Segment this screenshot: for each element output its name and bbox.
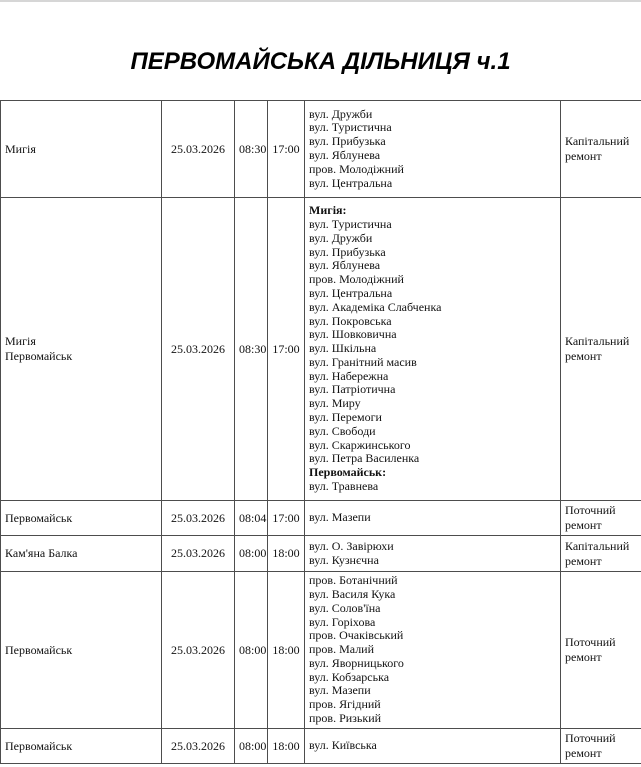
page-title: ПЕРВОМАЙСЬКА ДІЛЬНИЦЯ ч.1 xyxy=(130,48,511,75)
top-divider xyxy=(0,0,641,2)
street-line: пров. Молодіжний xyxy=(309,272,404,287)
date-cell: 25.03.2026 xyxy=(162,501,235,536)
settlement-header: Мигія: xyxy=(309,203,347,218)
start-time-cell: 08:00 xyxy=(235,729,268,764)
table-row xyxy=(1,501,641,536)
end-time-cell: 17:00 xyxy=(268,501,305,536)
end-time-cell: 17:00 xyxy=(268,101,305,198)
street-line: вул. Мазепи xyxy=(309,683,371,698)
location-line: Кам'яна Балка xyxy=(5,546,78,560)
outage-schedule-table xyxy=(0,100,641,764)
end-time-cell: 18:00 xyxy=(268,536,305,572)
settlement-header: Первомайськ: xyxy=(309,465,387,480)
table-row xyxy=(1,729,641,764)
table-row xyxy=(1,536,641,572)
street-line: пров. Молодіжний xyxy=(309,161,404,176)
location-line: Мигія xyxy=(5,334,36,348)
end-time-cell: 18:00 xyxy=(268,729,305,764)
street-line: вул. Набережна xyxy=(309,368,389,383)
table-body xyxy=(1,101,641,764)
street-line: вул. Скаржинського xyxy=(309,437,411,452)
location-cell xyxy=(1,572,162,729)
street-line: вул. Кузнєчна xyxy=(309,552,379,567)
location-line: Первомайськ xyxy=(5,349,73,363)
street-line: вул. Шкільна xyxy=(309,341,377,356)
repair-type-cell: Капітальний ремонт xyxy=(561,101,641,198)
streets-cell xyxy=(305,101,561,198)
street-line: вул. Солов'їна xyxy=(309,600,381,615)
streets-cell xyxy=(305,536,561,572)
streets-cell xyxy=(305,501,561,536)
street-line: вул. Мазепи xyxy=(309,510,371,525)
street-line: вул. Туристична xyxy=(309,216,392,231)
street-line: вул. Яворницького xyxy=(309,655,404,670)
repair-type-cell: Капітальний ремонт xyxy=(561,198,641,501)
location-cell xyxy=(1,501,162,536)
date-cell: 25.03.2026 xyxy=(162,536,235,572)
date-cell: 25.03.2026 xyxy=(162,101,235,198)
start-time-cell: 08:00 xyxy=(235,536,268,572)
street-line: вул. О. Завірюхи xyxy=(309,538,394,553)
street-line: вул. Петра Василенка xyxy=(309,451,420,466)
street-line: вул. Гранітний масив xyxy=(309,354,417,369)
street-line: вул. Шовковична xyxy=(309,327,397,342)
start-time-cell: 08:30 xyxy=(235,198,268,501)
streets-cell xyxy=(305,198,561,501)
location-cell xyxy=(1,536,162,572)
table-row xyxy=(1,572,641,729)
street-line: пров. Малий xyxy=(309,642,375,657)
street-line: вул. Травнева xyxy=(309,479,379,494)
street-line: пров. Ботанічний xyxy=(309,573,398,588)
street-line: вул. Дружби xyxy=(309,230,373,245)
start-time-cell: 08:00 xyxy=(235,572,268,729)
street-line: вул. Василя Кука xyxy=(309,586,396,601)
street-line: вул. Яблунева xyxy=(309,258,381,273)
street-line: пров. Ягідний xyxy=(309,697,381,712)
end-time-cell: 18:00 xyxy=(268,572,305,729)
repair-type-cell: Капітальний ремонт xyxy=(561,536,641,572)
location-cell xyxy=(1,729,162,764)
street-line: вул. Перемоги xyxy=(309,410,382,425)
street-line: вул. Миру xyxy=(309,396,361,411)
street-line: вул. Горіхова xyxy=(309,614,376,629)
street-line: вул. Кобзарська xyxy=(309,669,390,684)
street-line: вул. Яблунева xyxy=(309,148,381,162)
location-cell xyxy=(1,101,162,198)
street-line: вул. Патріотична xyxy=(309,382,396,397)
location-line: Мигія xyxy=(5,141,36,156)
end-time-cell: 17:00 xyxy=(268,198,305,501)
repair-type-cell: Поточний ремонт xyxy=(561,572,641,729)
location-line: Первомайськ xyxy=(5,510,73,525)
street-line: вул. Академіка Слабченка xyxy=(309,299,442,314)
street-line: вул. Покровська xyxy=(309,313,392,328)
location-line: Первомайськ xyxy=(5,642,73,657)
location-line: Первомайськ xyxy=(5,738,73,753)
streets-cell xyxy=(305,572,561,729)
repair-type-cell: Поточний ремонт xyxy=(561,501,641,536)
street-line: вул. Прибузька xyxy=(309,244,386,259)
street-line: вул. Дружби xyxy=(309,106,373,121)
location-cell xyxy=(1,198,162,501)
street-line: пров. Ризький xyxy=(309,711,382,726)
table-row xyxy=(1,101,641,198)
street-line: вул. Прибузька xyxy=(309,134,386,149)
street-line: пров. Очаківський xyxy=(309,628,404,643)
street-line: вул. Свободи xyxy=(309,423,376,438)
start-time-cell: 08:30 xyxy=(235,101,268,198)
repair-type-cell: Поточний ремонт xyxy=(561,729,641,764)
start-time-cell: 08:04 xyxy=(235,501,268,536)
date-cell: 25.03.2026 xyxy=(162,572,235,729)
street-line: вул. Туристична xyxy=(309,120,392,135)
streets-cell xyxy=(305,729,561,764)
date-cell: 25.03.2026 xyxy=(162,198,235,501)
street-line: вул. Центральна xyxy=(309,285,393,300)
street-line: вул. Київська xyxy=(309,738,377,753)
table-row xyxy=(1,198,641,501)
date-cell: 25.03.2026 xyxy=(162,729,235,764)
street-line: вул. Центральна xyxy=(309,175,393,190)
